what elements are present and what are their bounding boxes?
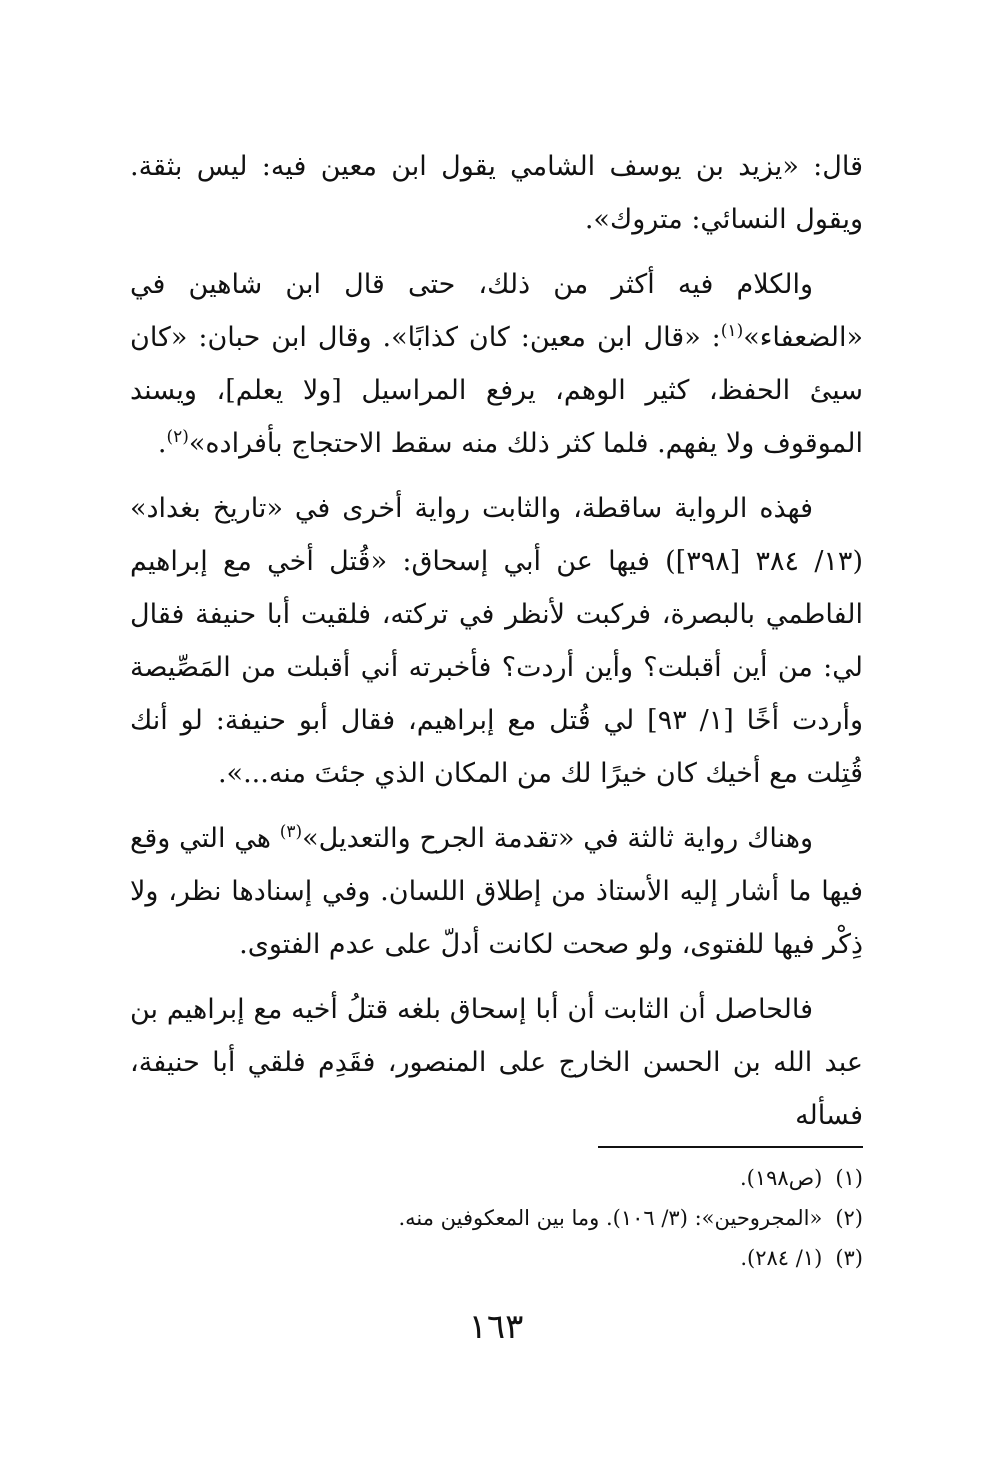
footnote-text: «المجروحين»: (٣/ ١٠٦). وما بين المعكوفين منه.: [398, 1206, 823, 1230]
paragraph-text: .: [157, 428, 167, 459]
footnote-number: (٣): [835, 1246, 863, 1270]
paragraph: قال: «يزيد بن يوسف الشامي يقول ابن معين فيه: ليس بثقة. ويقول النسائي: متروك».: [130, 151, 863, 235]
footnote-ref[interactable]: (٣): [279, 822, 303, 842]
paragraph-text: هي التي وقع فيها ما أشار إليه الأستاذ من إطلاق اللسان. وفي إسنادها نظر، ولا ذِكْر فيها للفتوى، ولو صحت لكانت أدلّ على عدم الفتوى.: [130, 823, 863, 960]
paragraph: فهذه الرواية ساقطة، والثابت رواية أخرى في «تاريخ بغداد» (١٣/ ٣٨٤ [٣٩٨]) فيها عن أبي إسحاق: «قُتل أخي مع إبراهيم الفاطمي بالبصرة، فركبت لأنظر في تركته، فلقيت أبا حنيفة فقال لي: من أين أقبلت؟ وأين أردت؟ فأخبرته أني أقبلت من المَصِّيصة وأردت أخًا [١/ ٩٣] لي قُتل مع إبراهيم، فقال أبو حنيفة: لو أنك قُتِلت مع أخيك كان خيرًا لك من المكان الذي جئتَ منه...».: [130, 493, 863, 789]
footnote-number: (٢): [835, 1206, 863, 1230]
footnote-divider: [598, 1146, 863, 1148]
footnote-text: (ص١٩٨).: [740, 1166, 823, 1190]
main-text: [130, 140, 863, 1154]
paragraph-text: : «قال ابن معين: كان كذابًا». وقال ابن حبان: «كان سيئ الحفظ، كثير الوهم، يرفع المراسيل [ولا يعلم]، ويسند الموقوف ولا يفهم. فلما كثر ذلك منه سقط الاحتجاج بأفراده»: [130, 322, 863, 459]
footnote-item: [130, 1238, 863, 1278]
footnote-ref[interactable]: (١): [720, 321, 744, 341]
footnote-text: (١/ ٢٨٤).: [740, 1246, 823, 1270]
paragraph: [130, 258, 863, 470]
footnote-ref[interactable]: (٢): [166, 427, 189, 447]
footnote-item: [130, 1198, 863, 1238]
paragraph-text: وهناك رواية ثالثة في «تقدمة الجرح والتعديل»: [302, 823, 813, 854]
footnote-number: (١): [835, 1166, 863, 1190]
paragraph: [130, 812, 863, 971]
footnote-item: [130, 1158, 863, 1198]
paragraph: فالحاصل أن الثابت أن أبا إسحاق بلغه قتلُ أخيه مع إبراهيم بن عبد الله بن الحسن الخارج على المنصور، فقَدِم فلقي أبا حنيفة، فسأله: [130, 994, 863, 1131]
paragraph-text: والكلام فيه أكثر من ذلك، حتى قال ابن شاهين في «الضعفاء»: [130, 269, 863, 353]
footnotes: [130, 1158, 863, 1278]
page-number: ١٦٣: [468, 1307, 524, 1347]
